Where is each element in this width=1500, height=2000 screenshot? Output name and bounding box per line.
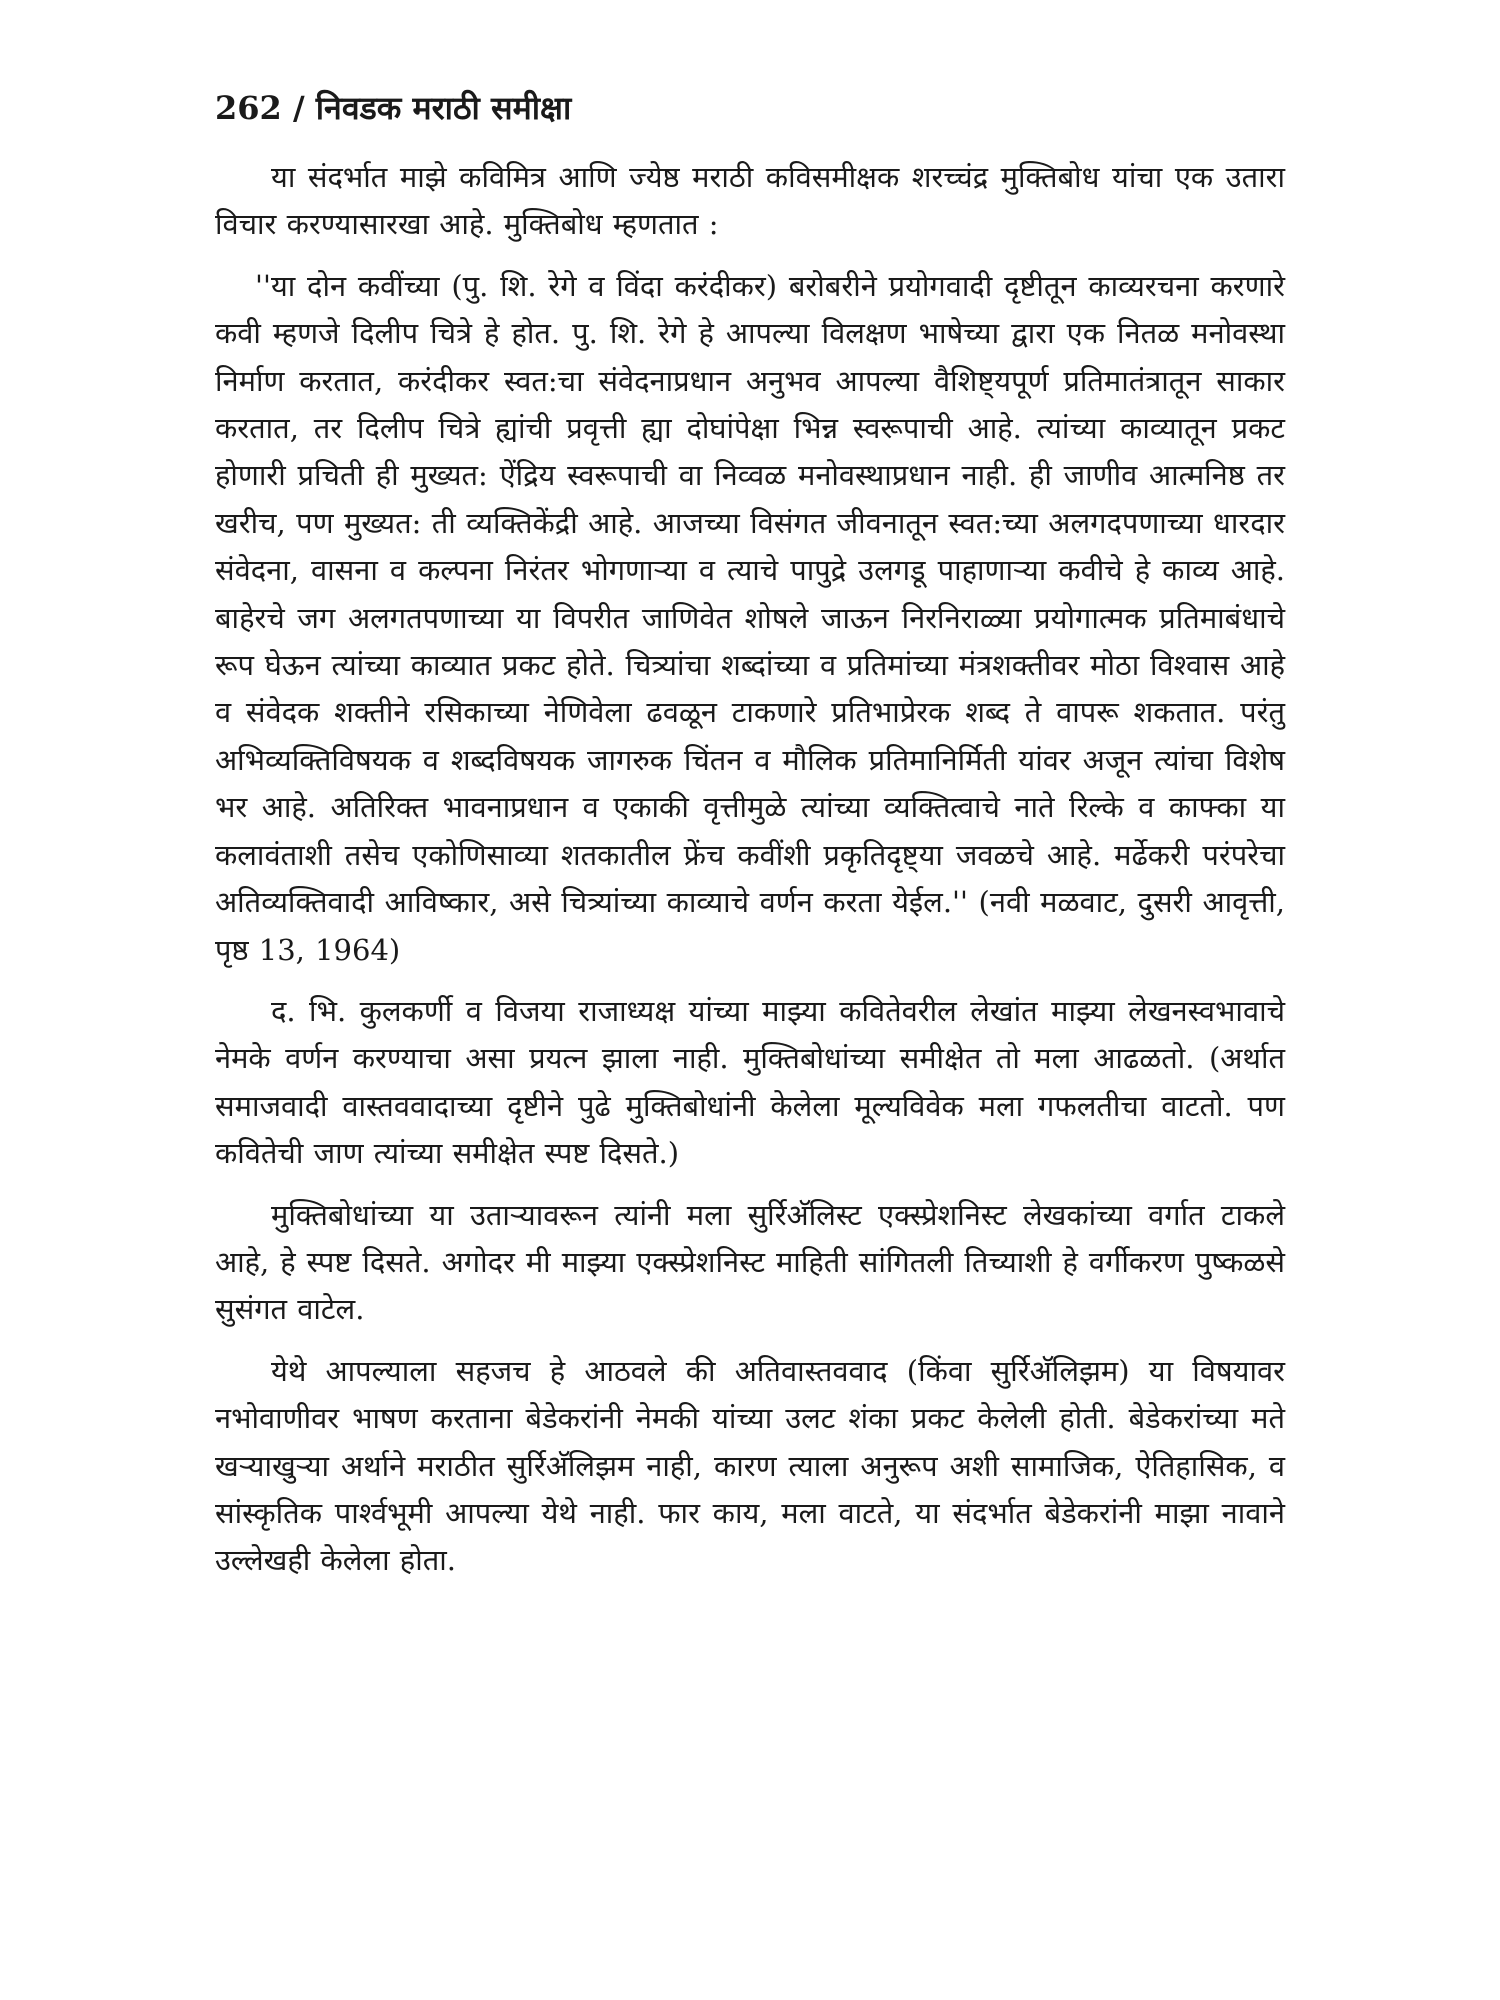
page-header: 262 / निवडक मराठी समीक्षा [215,89,572,127]
paragraph-kulkarni: द. भि. कुलकर्णी व विजया राजाध्यक्ष यांच्या माझ्या कवितेवरील लेखांत माझ्या लेखनस्वभावाचे नेमके वर्णन करण्याचा असा प्रयत्न झाला नाही. मुक्तिबोधांच्या समीक्षेत तो मला आढळतो. (अर्थात समाजवादी वास्तववादाच्या दृष्टीने पुढे मुक्तिबोधांनी केलेला मूल्यविवेक मला गफलतीचा वाटतो. पण कवितेची जाण त्यांच्या समीक्षेत स्पष्ट दिसते.) [215,993,1285,1171]
paragraph-classification: मुक्तिबोधांच्या या उताऱ्यावरून त्यांनी मला सुर्रिअ‍ॅलिस्ट एक्स्प्रेशनिस्ट लेखकांच्या वर्गात टाकले आहे, हे स्पष्ट दिसते. अगोदर मी माझ्या एक्स्प्रेशनिस्ट माहिती सांगितली तिच्याशी हे वर्गीकरण पुष्कळसे सुसंगत वाटेल. [215,1197,1285,1327]
paragraph-quotation: ''या दोन कवींच्या (पु. शि. रेगे व विंदा करंदीकर) बरोबरीने प्रयोगवादी दृष्टीतून काव्यरचना करणारे कवी म्हणजे दिलीप चित्रे हे होत. पु. शि. रेगे हे आपल्या विलक्षण भाषेच्या द्वारा एक नितळ मनोवस्था निर्माण करतात, करंदीकर स्वत:चा संवेदनाप्रधान अनुभव आपल्या वैशिष्ट्यपूर्ण प्रतिमातंत्रातून साकार करतात, तर दिलीप चित्रे ह्यांची प्रवृत्ती ह्या दोघांपेक्षा भिन्न स्वरूपाची आहे. त्यांच्या काव्यातून प्रकट होणारी प्रचिती ही मुख्यत: ऐंद्रिय स्वरूपाची वा निव्वळ मनोवस्थाप्रधान नाही. ही जाणीव आत्मनिष्ठ तर खरीच, पण मुख्यत: ती व्यक्तिकेंद्री आहे. आजच्या विसंगत जीवनातून स्वत:च्या अलगदपणाच्या धारदार संवेदना, वासना व कल्पना निरंतर भोगणाऱ्या व त्याचे पापुद्रे उलगडू पाहाणाऱ्या कवीचे हे काव्य आहे. बाहेरचे जग अलगतपणाच्या या विपरीत जाणिवेत शोषले जाऊन निरनिराळ्या प्रयोगात्मक प्रतिमाबंधाचे रूप घेऊन त्यांच्या काव्यात प्रकट होते. चित्र्यांचा शब्दांच्या व प्रतिमांच्या मंत्रशक्तीवर मोठा विश्वास आहे व संवेदक शक्तीने रसिकाच्या नेणिवेला ढवळून टाकणारे प्रतिभाप्रेरक शब्द ते वापरू शकतात. परंतु अभिव्यक्तिविषयक व शब्दविषयक जागरुक चिंतन व मौलिक प्रतिमानिर्मिती यांवर अजून त्यांचा विशेष भर आहे. अतिरिक्त भावनाप्रधान व एकाकी वृत्तीमुळे त्यांच्या व्यक्तित्वाचे नाते रिल्के व काफ्का या कलावंताशी तसेच एकोणिसाव्या शतकातील फ्रेंच कवींशी प्रकृतिदृष्ट्या जवळचे आहे. मर्ढेकरी परंपरेचा अतिव्यक्तिवादी आविष्कार, असे चित्र्यांच्या काव्याचे वर्णन करता येईल.'' (नवी मळवाट, दुसरी आवृत्ती, पृष्ठ 13, 1964) [215,268,1285,967]
paragraph-surrealism: येथे आपल्याला सहजच हे आठवले की अतिवास्तववाद (किंवा सुर्रिअ‍ॅलिझम) या विषयावर नभोवाणीवर भाषण करताना बेडेकरांनी नेमकी यांच्या उलट शंका प्रकट केलेली होती. बेडेकरांच्या मते खऱ्याखुऱ्या अर्थाने मराठीत सुर्रिअ‍ॅलिझम नाही, कारण त्याला अनुरूप अशी सामाजिक, ऐतिहासिक, व सांस्कृतिक पार्श्वभूमी आपल्या येथे नाही. फार काय, मला वाटते, या संदर्भात बेडेकरांनी माझा नावाने उल्लेखही केलेला होता. [215,1353,1285,1578]
paragraph-intro: या संदर्भात माझे कविमित्र आणि ज्येष्ठ मराठी कविसमीक्षक शरच्चंद्र मुक्तिबोध यांचा एक उतारा विचार करण्यासारखा आहे. मुक्तिबोध म्हणतात : [215,160,1285,242]
